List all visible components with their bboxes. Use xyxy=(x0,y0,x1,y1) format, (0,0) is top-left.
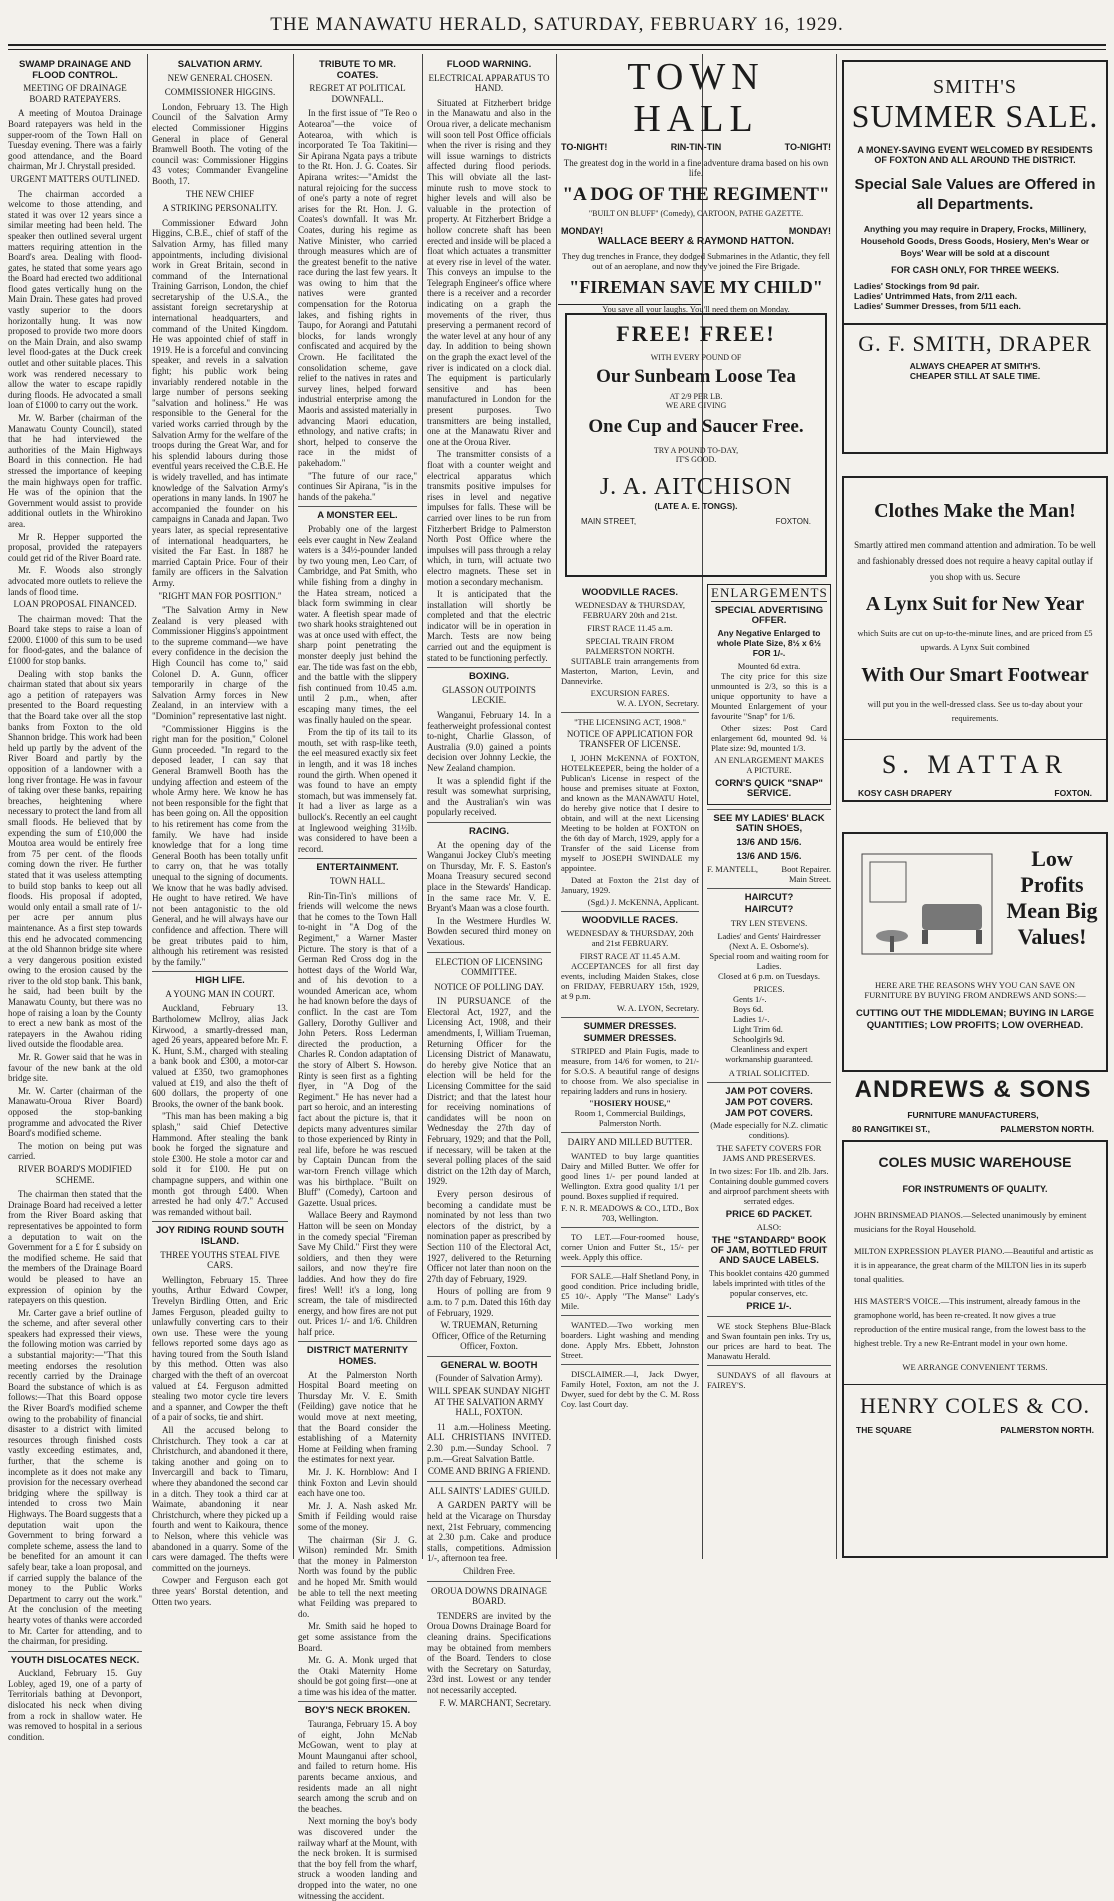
ad-heading: WOODVILLE RACES. xyxy=(581,587,679,598)
ad-line: In two sizes: For 1lb. and 2lb. Jars. xyxy=(709,1166,829,1176)
ad-paragraph: SUITABLE train arrangements from Masterton, Marton, Levin, and Dannevirke. xyxy=(561,656,699,686)
free-heading: FREE! FREE! xyxy=(616,321,776,346)
ad-heading: JAM POT COVERS. xyxy=(725,1086,813,1097)
ad-price: 13/6 AND 15/6. xyxy=(736,851,802,862)
merchant-address xyxy=(842,1120,1104,1134)
article-paragraph: The transmitter consists of a float with a counter weight and electrical apparatus which transmits positive impulses for rises in level and negative impulses for falls. These will be carried over lines to be run from Fitzherbert Bridge to Palmerston North Post Office where the impulses will pass through a relay which, in turn, will actuate two electro magnets. These set in motion a secondary mechanism. xyxy=(427,449,551,587)
merchant-name: J. A. AITCHISON xyxy=(599,474,793,500)
ad-heading: DAIRY AND MILLED BUTTER. xyxy=(567,1137,693,1147)
notice-paragraph: I, JOHN McKENNA of FOXTON, HOTELKEEPER, being the holder of a Publican's License in respect of the house and premises situate at Foxton, and known as the MANAWATU Hotel, do hereby give notice that I desire to obtain, and will at the next Licensing Meeting to be holden at FOXTON on the 6th day of March, 1929, apply for a Transfer of the said License from myself to JOSEPH SWINDALE my appointee. xyxy=(561,753,699,873)
column-5-small-ads xyxy=(561,584,699,1554)
classified-ad: FOR SALE.—Half Shetland Pony, in good condition. Price including bridle, £5 10/-. Apply "The Manse" Lady's Mile. xyxy=(561,1271,699,1311)
notice-subhead: WILL SPEAK SUNDAY NIGHT AT THE SALVATION ARMY HALL, FOXTON. xyxy=(428,1386,550,1418)
price-item: Ladies 1/-. xyxy=(733,1014,770,1024)
article-paragraph: Mr. F. Woods also strongly advocated more outlets to relieve the lands of flood time. xyxy=(8,565,142,597)
ad-line: FIRST RACE 11.45 a.m. xyxy=(587,623,673,633)
divider xyxy=(561,911,699,912)
sale-item: Ladies' Summer Dresses, from 5/11 each. xyxy=(854,301,1021,311)
article-paragraph: At the Palmerston North Hospital Board meeting on Thursday Mr. V. E. Smith (Feilding) gave notice that he would move at next meeting, that the Board consider the establishing of a Maternity Home at Feilding when framing the estimates for next year. xyxy=(298,1369,417,1465)
merchant-town: FOXTON. xyxy=(775,517,811,526)
ad-paragraph: which Suits are cut on up-to-the-minute lines, and are priced from £5 upwards. A Lynx Suit combined xyxy=(857,628,1093,652)
ad-headline: Special Sale Values are Offered in all Departments. xyxy=(854,176,1096,213)
ad-line: WEDNESDAY & THURSDAY, FEBRUARY 20th and 21st. xyxy=(575,600,685,620)
ad-heading: THE "STANDARD" BOOK OF JAM, BOTTLED FRUIT AND SAUCE LABELS. xyxy=(710,1235,828,1266)
notice-heading: ALL SAINTS' LADIES' GUILD. xyxy=(428,1485,550,1496)
article-headline: BOY'S NECK BROKEN. xyxy=(304,1705,411,1717)
article-paragraph: Wanganui, February 14. In a featherweight professional contest to-night, Charlie Glasson, of Australia (9.0) gained a points decision over Johnny Leckie, the New Zealand champion. xyxy=(427,710,551,773)
notice-heading: ELECTION OF LICENSING COMMITTEE. xyxy=(435,956,543,978)
ad-line: (Made especially for N.Z. climatic conditions). xyxy=(710,1120,828,1140)
article-paragraph: Mr. J. K. Hornblow: And I think Foxton and Levin should each have one too. xyxy=(298,1467,417,1499)
divider xyxy=(561,1364,699,1365)
ad-heading: SEE MY LADIES' BLACK SATIN SHOES, xyxy=(713,813,825,834)
divider xyxy=(427,1356,551,1357)
merchant-name: SMITH'S xyxy=(933,76,1017,98)
ad-line: Anything you may require in Drapery, Frocks, Millinery, Household Goods, Dress Goods, Hosiery, Men's Wear or Boys' Wear will be sold at a discount xyxy=(860,224,1090,258)
merchant-name: G. F. SMITH, DRAPER xyxy=(858,331,1092,356)
article-subhead: TOWN HALL. xyxy=(329,875,386,886)
ad-line: This booklet contains 420 gummed labels imprinted with titles of the popular conserves, etc. xyxy=(709,1268,829,1298)
tea-price: AT 2/9 PER LB. xyxy=(669,392,723,401)
ad-line: TRY A POUND TO-DAY, xyxy=(653,446,739,455)
ad-price: 13/6 AND 15/6. xyxy=(736,837,802,848)
article-headline: SWAMP DRAINAGE AND FLOOD CONTROL. xyxy=(19,59,131,81)
article-headline: FLOOD WARNING. xyxy=(446,59,532,70)
sale-title: SUMMER SALE. xyxy=(851,98,1099,134)
merchant-address xyxy=(844,1419,1106,1435)
article-headline: DISTRICT MATERNITY HOMES. xyxy=(306,1345,409,1368)
ad-price: PRICE 1/-. xyxy=(746,1301,792,1312)
mattar-ad xyxy=(842,476,1108,802)
merchant-trade: KOSY CASH DRAPERY xyxy=(858,788,952,798)
divider xyxy=(707,809,831,810)
article-subhead: A YOUNG MAN IN COURT. xyxy=(165,988,275,999)
andrews-ad xyxy=(842,832,1108,1072)
film-stars: WALLACE BEERY & RAYMOND HATTON. xyxy=(598,236,794,247)
classified-ad: SUNDAYS of all flavours at FAIREY'S. xyxy=(707,1370,831,1390)
ad-heading: WOODVILLE RACES. xyxy=(581,915,679,926)
article-headline: RACING. xyxy=(468,825,510,837)
ad-paragraph: MILTON EXPRESSION PLAYER PIANO.—Beautiful and artistic as it is in appearance, the great charm of the MILTON lies in its superb tonal qualities. xyxy=(854,1246,1094,1284)
article-paragraph: The motion on being put was carried. xyxy=(8,1140,142,1162)
divider xyxy=(427,822,551,823)
ad-paragraph: CUTTING OUT THE MIDDLEMAN; BUYING IN LARGE QUANTITIES; LOW PROFITS; LOW OVERHEAD. xyxy=(855,1008,1094,1031)
merchant-trade: Boot Repairer. xyxy=(781,864,831,874)
column-divider xyxy=(147,54,148,1559)
article-subhead: LOAN PROPOSAL FINANCED. xyxy=(13,599,137,610)
top-rule xyxy=(8,44,1106,46)
film-blurb: They dug trenches in France, they dodged Submarines in the Atlantic, they fell out of an aeroplane, and now they've joined the Fire Brigade. xyxy=(562,251,830,271)
article-subhead: RIVER BOARD'S MODIFIED SCHEME. xyxy=(18,1163,132,1185)
article-paragraph: "The future of our race," continues Sir Apirana, "is in the hands of the pakeha." xyxy=(298,470,417,502)
article-headline: TRIBUTE TO MR. COATES. xyxy=(319,59,396,81)
article-subhead: COMMISSIONER HIGGINS. xyxy=(164,87,276,98)
monday-label: MONDAY! xyxy=(561,226,604,236)
article-paragraph: From the tip of its tail to its mouth, set with rasp-like teeth, the eel measured exactly six feet in length, and it was 18 inches round the girth. When opened it was found to have an empty stomach, but was immensely fat. It had a liver as large as a bullock's. Recently an eel caught at Inglewood weighing 31½lb. was considered to have been a record. xyxy=(298,727,417,854)
enlargements-ad xyxy=(707,584,831,805)
divider xyxy=(427,667,551,668)
divider xyxy=(561,1315,699,1316)
article-paragraph: All the accused belong to Christchurch. They took a car at Christchurch, and abandoned it there, taking another and going on to Invercargill and back to Timaru, where they abandoned the second car in a ditch. They took a third car at Waimate, abandoning it near Christchurch, where they picked up a fourth and went to Kaikoura, thence to Nelson, where this vehicle was abandoned in a quarry. Some of the cars were damaged. The thefts were committed on the journeys. xyxy=(152,1425,288,1573)
ad-subhead: CORN'S QUICK "SNAP" SERVICE. xyxy=(715,778,823,799)
classified-ad: TO LET.—Four-roomed house, corner Union and Futter St., 15/- per week. Apply this office. xyxy=(561,1232,699,1262)
townhall-ad xyxy=(561,56,831,314)
ad-line: Mounted 6d extra. xyxy=(737,661,801,671)
article-subhead: ELECTRICAL APPARATUS TO HAND. xyxy=(428,72,550,94)
price-item: Light Trim 6d. xyxy=(733,1024,783,1034)
merchant-address: Main Street. xyxy=(788,874,831,884)
notice-paragraph: Every person desirous of becoming a candidate must be nominated by not less than two electors of the district, by a nomination paper as prescribed by Section 110 of the Electoral Act, 1927, delivered to the Returning Officer not later than noon on the 27th day of February, 1929. xyxy=(427,1188,551,1284)
article-paragraph: Mr R. Hepper supported the proposal, provided the ratepayers could get rid of the River Board rate. xyxy=(8,531,142,563)
merchant-name: COLES MUSIC WAREHOUSE xyxy=(878,1154,1072,1170)
article-headline: HIGH LIFE. xyxy=(195,975,245,987)
article-paragraph: The chairman accorded a welcome to those attending, and stated it was over 12 years since a similar meeting had been held. The speaker then outlined several urgent matters requiring attention in the Board's area. Dealing with flood-gates, he stated that some years ago the Board had erected two additional flood gates vertically hung on the Main Drain. These gates had proved vastly superior to the doors horizontally hung. It was now proposed to provide two more doors on the Main Drain, and also swamp level flood-gates at the Duck creek outlet and other suitable places. This work was rendered necessary to allow the water to escape rapidly during floods. He advocated a small loan of £1000 to carry out the work. xyxy=(8,188,142,411)
classified-ad: WE stock Stephens Blue-Black and Swan fountain pen inks. Try us, our prices are hard to beat. The Manawatu Herald. xyxy=(707,1321,831,1361)
notice-signature: W. TRUEMAN, Returning Officer, Office of the Returning Officer, Foxton. xyxy=(431,1320,547,1352)
article-paragraph: Auckland, February 15. Guy Lobley, aged 19, one of a party of Territorials bathing at Devonport, dislocated his neck when diving from a rock in shallow water. He was removed to hospital in a serious condition. xyxy=(8,1668,142,1742)
column-1 xyxy=(8,56,142,1742)
notice-heading: "THE LICENSING ACT, 1908." xyxy=(574,717,686,727)
masthead: THE MANAWATU HERALD, SATURDAY, FEBRUARY 16, 1929. xyxy=(270,14,844,35)
article-subhead: NEW GENERAL CHOSEN. xyxy=(167,72,273,83)
top-rule-thin xyxy=(8,49,1106,50)
ad-line: Closed at 6 p.m. on Tuesdays. xyxy=(717,971,820,981)
townhall-title: TOWN HALL xyxy=(627,56,765,140)
notice-heading: OROUA DOWNS DRAINAGE BOARD. xyxy=(431,1585,547,1607)
article-subhead: "RIGHT MAN FOR POSITION." xyxy=(158,590,282,601)
ad-signature: F. N. R. MEADOWS & CO., LTD., Box 703, Wellington. xyxy=(561,1203,699,1223)
divider xyxy=(707,1082,831,1083)
article-subhead: URGENT MATTERS OUTLINED. xyxy=(10,173,140,184)
film-blurb: The greatest dog in the world in a fine adventure drama based on his own life. xyxy=(563,158,829,178)
column-6 xyxy=(707,584,831,1554)
article-paragraph: Mr. W. Carter (chairman of the Manawatu-Oroua River Board) opposed the stop-banking programme and advocated the River Board's modified scheme. xyxy=(8,1085,142,1139)
sale-item: Ladies' Stockings from 9d pair. xyxy=(854,281,980,291)
notice-paragraph: TENDERS are invited by the Oroua Downs Drainage Board for cleaning drains. Specifications may be obtained from members of the Board. Tenders to close with the Secretary on Saturday, 23rd inst. Lowest or any tender not necessarily accepted. xyxy=(427,1610,551,1695)
column-divider xyxy=(556,54,557,1559)
ad-heading: ENLARGEMENTS xyxy=(711,585,828,600)
ad-line: A TRIAL SOLICITED. xyxy=(728,1068,810,1078)
column-divider xyxy=(836,54,837,1559)
ad-headline: With Our Smart Footwear xyxy=(861,664,1089,686)
merchant-town: PALMERSTON NORTH. xyxy=(1000,1425,1094,1435)
article-paragraph: It was a splendid fight if the result was somewhat surprising, and the Australian's win was popularly received. xyxy=(427,775,551,818)
tea-name: Our Sunbeam Loose Tea xyxy=(596,366,796,387)
article-paragraph: Auckland, February 13. Bartholomew McIlroy, alias Jack Kirwood, a smartly-dressed man, aged 26 years, appeared before Mr. F. K. Hunt, S.M., charged with stealing a bank book and £300, a motor-car valued at £350, two gramophones valued at £19, and also the theft of 600 dollars, the property of one Brooks, the owner of the bank book. xyxy=(152,1003,288,1109)
ad-paragraph: HIS MASTER'S VOICE.—This instrument, already famous in the gramophone world, has been re-created. It now gives a true reproduction of the entire musical range, from the lowest bass to the highest treble. Try a new Re-Entrant model in your own home. xyxy=(854,1296,1086,1348)
ad-paragraph: Other sizes: Post Card enlargement 6d, mounted 9d. ¼ Plate size: 9d, mounted 1/3. xyxy=(711,723,827,753)
ad-signature: W. A. LYON, Secretary. xyxy=(616,698,699,708)
notice-paragraph: IN PURSUANCE of the Electoral Act, 1927, and the Licensing Act, 1908, and their amendments, I, William Trueman, Returning Officer for the Licensing District of Manawatu, do hereby give Notice that an election will be held for the Licensing Committee for the said District; and that the latest hour for receiving nominations of candidates will be noon on Wednesday the 27th day of February, 1929; and that the Poll, if necessary, will be taken at the several polling places of the said district on the 12th day of March, 1929. xyxy=(427,996,551,1187)
film-support: "BUILT ON BLUFF" (Comedy), CARTOON, PATHE GAZETTE. xyxy=(588,209,804,218)
article-paragraph: Probably one of the largest eels ever caught in New Zealand waters is a 34½-pounder landed by two young men, Leo Carr, of Cambridge, and Pat Smith, who while fishing from a dinghy in the Hatea stream, noticed a black form swimming in clear water. A fleetish spear made of two shark hooks straightened out was at once used with effect, the sharp point penetrating the monster deeply just behind the ear. The tide was fast on the ebb, and the battle with the slippery fish continued from 10.45 a.m. until 2 p.m., when, after escaping many times, the eel was finally hauled on the spear. xyxy=(298,523,417,725)
article-paragraph: Mr. Carter gave a brief outline of the scheme, and after several other speakers had expressed their views, the following motion was carried by a substantial majority:—"That this meeting endorses the resolution recently carried by the Drainage Board the substance of which is as follows:—That this Board oppose the River Board's modified scheme owing to the probability of financial disaster to a district with limited resources through finished costs vastly exceeding estimates, and, further, that the scheme is incomplete as it does not make any provision for the necessary overhead bridging where the spillway is intended to cross two Main Highways. The Board suggests that a deputation wait upon the Government to bring forward a complete scheme, assess the land to be benefited for an amount it can safely bear, take a loan proposal, and if carried supply the balance of the money to the Public Works Department to carry out the work." At the conclusion of the meeting hearty votes of thanks were accorded to Mr. Carter for attending, and to the chairman, for presiding. xyxy=(8,1307,142,1647)
monday-label: MONDAY! xyxy=(788,226,831,236)
merchant-note: (LATE A. E. TONGS). xyxy=(654,501,738,511)
ad-paragraph: will put you in the well-dressed class. See us to-day about your requirements. xyxy=(867,699,1083,723)
price-item: Schoolgirls 9d. xyxy=(733,1034,785,1044)
divider xyxy=(561,1017,699,1018)
article-paragraph: The chairman then stated that the Drainage Board had received a letter from the River Board asking that representatives be appointed to form a deputation to wait on the Government for a £ for £ subsidy on the modified scheme. He said that the members of the Drainage Board would be pleased to have an expression of opinion by the ratepayers on this question. xyxy=(8,1189,142,1306)
ad-paragraph: JOHN BRINSMEAD PIANOS.—Selected unanimously by eminent musicians for the Royal Household. xyxy=(854,1210,1087,1234)
merchant-address xyxy=(567,511,825,526)
merchant-name: F. MANTELL, xyxy=(707,864,759,874)
ad-signature: W. A. LYON, Secretary. xyxy=(616,1003,699,1013)
article-subhead: MEETING OF DRAINAGE BOARD RATEPAYERS. xyxy=(23,83,127,104)
article-paragraph: Mr. Smith said he hoped to get some assistance from the Board. xyxy=(298,1621,417,1653)
ad-line: Cleanliness and expert workmanship guaranteed. xyxy=(725,1044,813,1064)
ad-line: FOR INSTRUMENTS OF QUALITY. xyxy=(902,1184,1048,1194)
article-subhead: GLASSON OUTPOINTS LECKIE. xyxy=(442,684,536,706)
shop-address: Room 1, Commercial Buildings, Palmerston North. xyxy=(574,1108,686,1128)
article-headline: SALVATION ARMY. xyxy=(177,59,263,70)
ad-line: THE SAFETY COVERS FOR JAMS AND PRESERVES. xyxy=(716,1143,822,1163)
merchant-street: 80 RANGITIKEI ST., xyxy=(852,1124,930,1134)
ad-paragraph: WANTED to buy large quantities Dairy and Milled Butter. We offer for good lines 1/- per pound landed at Wellington. Extra good quality 1/1 per pound. Boxes supplied if required. xyxy=(561,1151,699,1201)
ad-line: Special room and waiting room for Ladies. xyxy=(709,951,829,971)
notice-signature: (Sgd.) J. McKENNA, Applicant. xyxy=(587,897,699,907)
article-subhead: A STRIKING PERSONALITY. xyxy=(162,203,278,214)
column-2 xyxy=(152,56,288,1607)
ad-line: WE ARRANGE CONVENIENT TERMS. xyxy=(902,1362,1048,1372)
article-paragraph: Mr. W. Barber (chairman of the Manawatu County Council), stated that he had interviewed the authorities of the Main Highways Board in this connection. He had stressed the importance of keeping the main highways open for traffic. He was of the opinion that the Government would assist to provide additional outlets in the Whirokino area. xyxy=(8,413,142,529)
article-paragraph: Situated at Fitzherbert bridge in the Manawatu and also in the Oroua river, a delicate mechanism will soon tell Post Office officials when the river is rising and they will issue warnings to districts affected during flood periods. This will obviate all the last-minute rush to move stock to higher levels and will also be valuable in the protection of property. At Fitzherbert Bridge a hollow concrete shaft has been erected and inside will be placed a float which actuates a transmitter at every rise in level of the water. This conveys an impulse to the Telegraph Engineer's office where there is a receiver and a recorder indicating on a graph the movements of the river, thus preserving a permanent record of the water level at any hour of any day. In addition to being shown on the graph the exact level of the river is indicated on a clock dial. The equipment is particularly sensitive and has been manufactured in London for the present purposes. Two transmitters are being installed, one at the Manawatu River and one at the Oroua River. xyxy=(427,97,551,447)
article-paragraph: At the opening day of the Wanganui Jockey Club's meeting on Thursday, Mr. F. S. Easton's Moana Treasury secured second place in the Stewards' Handicap. In the same race Mr. V. E. Bryant's Maan was a close fourth. xyxy=(427,839,551,914)
townhall-tonight-row xyxy=(561,142,831,152)
divider xyxy=(298,506,417,507)
column-4 xyxy=(427,56,551,1708)
film-title: "A DOG OF THE REGIMENT" xyxy=(562,184,830,205)
classified-ad: WANTED.—Two working men boarders. Light washing and mending done. Apply Mrs. Ebbett, Johnston Street. xyxy=(561,1320,699,1360)
ad-line: IT'S GOOD. xyxy=(675,455,717,464)
ad-paragraph: STRIPED and Plain Fugis, made to measure, from 14/6 for women, to 21/- for S.O.S. A beautiful range of designs to choose from. We also specialise in repairing ladders and runs in hosiery. xyxy=(561,1046,699,1096)
article-subhead: THREE YOUTHS STEAL FIVE CARS. xyxy=(160,1249,280,1271)
ad-line: WE ARE GIVING xyxy=(665,401,727,410)
article-subhead: REGRET AT POLITICAL DOWNFALL. xyxy=(309,83,406,104)
article-headline: ENTERTAINMENT. xyxy=(316,862,399,874)
ad-line: WITH EVERY POUND OF xyxy=(650,353,742,362)
article-paragraph: Next morning the boy's body was discovered under the railway wharf at the Mount, with the neck broken. It is surmised that the boy fell from the wharf, struck a wooden landing and dropped into the water, no one witnessing the accident. xyxy=(298,1816,417,1901)
divider xyxy=(558,304,701,305)
article-paragraph: Mr. R. Gower said that he was in favour of the new bank at the old bridge site. xyxy=(8,1052,142,1084)
article-paragraph: Cowper and Ferguson each got three years' Borstal detention, and Otten two years. xyxy=(152,1575,288,1607)
townhall-monday-row xyxy=(561,226,831,236)
divider xyxy=(8,1651,142,1652)
article-paragraph: Mr. J. A. Nash asked Mr. Smith if Feilding would raise some of the money. xyxy=(298,1500,417,1532)
merchant-name: ANDREWS & SONS xyxy=(854,1076,1092,1103)
article-subhead: THE NEW CHIEF xyxy=(185,188,255,199)
article-paragraph: Tauranga, February 15. A boy of eight, John McNab McGowan, went to play at Mount Maunganui after school, and failed to return home. His parents became anxious, and residents made an all night search among the scrub and on the beaches. xyxy=(298,1719,417,1814)
smith-sale-ad xyxy=(842,60,1108,454)
article-paragraph: It is anticipated that the installation will shortly be completed and that the electric indicator will be in operation in March. Tests are now being carried out and the equipment is stated to be functioning perfectly. xyxy=(427,589,551,663)
merchant-street: MAIN STREET, xyxy=(581,517,637,526)
notice-paragraph: Dated at Foxton the 21st day of January, 1929. xyxy=(561,875,699,895)
ad-subhead: SPECIAL ADVERTISING OFFER. xyxy=(714,605,824,626)
ad-paragraph: Smartly attired men command attention and admiration. To be well and fashionably dressed does not require a heavy capital outlay if you shop with us. Secure xyxy=(854,540,1096,582)
ad-line: FOR CASH ONLY, FOR THREE WEEKS. xyxy=(891,265,1059,275)
article-paragraph: Wellington, February 15. Three youths, Arthur Edward Cowper, Trevelyn Birdling Otten, and Eric James Ferguson, pleaded guilty to unlawfully converting cars to their own use. These were the young fellows reported some days ago as having toured from the South Island by this method. Otten was also charged with the theft of an overcoat valued at £4. Ferguson admitted stealing two motor cycle tire levers and a spanner, and Cowper the theft of a pair of socks, tie and shirt. xyxy=(152,1274,288,1423)
classified-ad: DISCLAIMER.—I, Jack Dwyer, Family Hotel, Foxton, am not the J. Dwyer, sued for debt by the C. M. Ross Coy. last Court day. xyxy=(561,1369,699,1409)
notice-subhead: (Founder of Salvation Army). xyxy=(435,1373,543,1384)
column-divider xyxy=(293,54,294,1559)
divider xyxy=(561,1227,699,1228)
ad-heading: SUMMER DRESSES. xyxy=(583,1033,677,1044)
merchant-name: S. MATTAR xyxy=(881,750,1069,779)
article-paragraph: The chairman (Sir J. G. Wilson) reminded Mr. Smith that the money in Palmerston North was found by the public and he hoped Mr. Smith would be able to tell the next meeting what Feilding was prepared to do. xyxy=(298,1534,417,1619)
notice-subhead: NOTICE OF POLLING DAY. xyxy=(434,981,544,992)
merchant-town: PALMERSTON NORTH. xyxy=(1000,1124,1094,1134)
ad-headline: A Lynx Suit for New Year xyxy=(865,593,1085,615)
article-paragraph: London, February 13. The High Council of the Salvation Army elected Commissioner Higgins General in place of General Bramwell Booth. The voting of the council was: Commissioner Higgins 43 votes; Commander Evangeline Booth, 17. xyxy=(152,101,288,186)
merchant-town: FOXTON. xyxy=(1054,788,1092,798)
merchant-street: THE SQUARE xyxy=(856,1425,912,1435)
article-paragraph: Rin-Tin-Tin's millions of friends will welcome the news that he comes to the Town Hall to-night in "A Dog of the Regiment," a Warner Master Picture. The story is that of a German Red Cross dog in the hottest days of the World War, and of his devotion to a wounded American ace, whom he had known before the days of conflict. In the cast are Tom Gallery, Dorothy Gulliver and John Peters. Ross Lederman directed the production, a Charles R. Condon adaptation of the story of Albert S. Howson. Rinty is seen first as a fighting flyer, in "A Dog of the Regiment." He has never had a part so heroic, and an interesting fact about the picture is, that it depicts many adventures similar to those experienced by Rinty in real life, before he was rescued by Captain Duncan from the war-torn French village which was his birthplace. "Built on Bluff" (Comedy), Cartoon and Gazette. Usual prices. xyxy=(298,890,417,1208)
ad-heading: HAIRCUT? xyxy=(744,892,794,903)
ad-subhead: TRY LEN STEVENS. xyxy=(730,918,808,928)
ad-line: Ladies' and Gents' Hairdresser (Next A. E. Osborne's). xyxy=(717,931,821,951)
coles-ad xyxy=(842,1140,1108,1558)
article-headline: BOXING. xyxy=(468,671,510,683)
divider xyxy=(707,1316,831,1317)
ad-heading: JAM POT COVERS. xyxy=(725,1108,813,1119)
notice-paragraph: 11 a.m.—Holiness Meeting. ALL CHRISTIANS INVITED. 2.30 p.m.—Sunday School. 7 p.m.—Great Salvation Battle. xyxy=(427,1421,551,1464)
article-paragraph: "Commissioner Higgins is the right man for the position," Colonel Gunn proceeded. "In regard to the deposed leader, I can say that General Bramwell Booth has the undying affection and esteem of the whole Army here. We know he has not been responsible for the fight that has been going on. All the opposition to his retirement has come from the family. We have had inside knowledge that for a long time General Booth has been totally unfit to carry on, that he was totally unequal to the signing of documents. We know that he was badly advised. He ought to have retired. We have not been antagonistic to the old General, and he will always have our confidence and affection. There will be great tributes paid to him, although his retirement was resisted by the family." xyxy=(152,723,288,967)
ad-line: AN ENLARGEMENT MAKES A PICTURE. xyxy=(714,755,824,775)
ad-line: CHEAPER STILL AT SALE TIME. xyxy=(909,371,1041,381)
ad-paragraph: HERE ARE THE REASONS WHY YOU CAN SAVE ON FURNITURE BY BUYING FROM ANDREWS AND SONS:— xyxy=(864,980,1086,1000)
shoe-merchant xyxy=(707,864,831,874)
ad-line: FIRST RACE AT 11.45 A.M. xyxy=(579,951,681,961)
ad-line: A MONEY-SAVING EVENT WELCOMED BY RESIDENTS OF FOXTON AND ALL AROUND THE DISTRICT. xyxy=(857,145,1093,165)
notice-subhead: Children Free. xyxy=(463,1565,515,1576)
divider xyxy=(561,712,699,713)
tonight-label: TO-NIGHT! xyxy=(784,142,831,152)
ad-heading: SUMMER DRESSES. xyxy=(583,1021,677,1032)
article-headline: YOUTH DISLOCATES NECK. xyxy=(10,1654,140,1666)
divider xyxy=(707,1365,831,1366)
article-paragraph: In the first issue of "Te Reo o Aotearoa"—the voice of Aotearoa, with which is incorporated Te Toa Takitini—Sir Apirana Ngata pays a tribute to the Rt. Hon. J. G. Coates. Sir Apirana writes:—"Amidst the natural rejoicing for the success of one's party a note of regret arises for the Rt. Hon. J. G. Coates's downfall. It was Mr. Coates, during his regime as Native Minister, who carried through measures which are of the greatest benefit to the native race during the last few years. It was owing to him that the natives were granted compensation for the Rotorua lakes, and fishing rights in Taupo, for Aorangi and Patutahi blocks, for lands wrongly confiscated and acquired by the Crown. He facilitated the consolidation scheme, gave relief to the natives in rates and survey lines, helped forward industrial enterprise among the Maoris and assisted materially in advancing Maori education, ethnology, and native crafts; in short, helped to conserve the race in the midst of pakehadom." xyxy=(298,108,417,468)
price-item: Boys 6d. xyxy=(733,1004,764,1014)
divider xyxy=(298,1341,417,1342)
article-paragraph: "This man has been making a big splash," said Chief Detective Hammond. After stealing the bank book he forged the signature and stole £300. He stole a motor car and sold it for £100. He put on champagne suppers, and within one month got through £400. When arrested he had only 4/7." Accused was remanded without bail. xyxy=(152,1111,288,1217)
article-paragraph: Wallace Beery and Raymond Hatton will be seen on Monday in the comedy special "Fireman Save My Child." First they were soldiers, and then they were sailors, and now they're fire laddies. And how they do fire fires! Well! it's a long, long scream, the tale of misdirected energy, and how fires are not put out. Prices 1/- and 1/6. Children half price. xyxy=(298,1210,417,1337)
ad-heading: JAM POT COVERS. xyxy=(725,1097,813,1108)
divider xyxy=(561,1132,699,1133)
column-divider xyxy=(422,54,423,1559)
ad-line: SPECIAL TRAIN FROM PALMERSTON NORTH. xyxy=(585,636,675,656)
article-paragraph: The chairman moved: That the Board take steps to raise a loan of £2000. £1000 of this sum to be used for flood-gates, and the balance of £1000 for stop banks. xyxy=(8,613,142,667)
article-paragraph: In the Westmere Hurdles W. Bowden secured third money on Vexatious. xyxy=(427,915,551,947)
film-tagline: You save all your laughs. You'll need them on Monday. xyxy=(602,304,790,314)
divider xyxy=(298,1701,417,1702)
article-headline: JOY RIDING ROUND SOUTH ISLAND. xyxy=(155,1225,285,1247)
divider xyxy=(427,952,551,953)
notice-subhead: NOTICE OF APPLICATION FOR TRANSFER OF LICENSE. xyxy=(566,729,694,749)
free-offer: One Cup and Saucer Free. xyxy=(588,416,804,437)
furniture-illustration xyxy=(852,844,1002,964)
article-paragraph: Mr. G. A. Monk urged that the Otaki Maternity Home should be got going first—one at a time was his idea of the matter. xyxy=(298,1655,417,1697)
article-headline: A MONSTER EEL. xyxy=(317,510,398,522)
ad-price: PRICE 6D PACKET. xyxy=(725,1209,813,1220)
ad-line: EXCURSION FARES. xyxy=(590,688,670,698)
merchant-name: HENRY COLES & CO. xyxy=(859,1393,1091,1418)
merchant-trade: FURNITURE MANUFACTURERS, xyxy=(907,1110,1039,1120)
ad-heading: HAIRCUT? xyxy=(744,904,794,915)
divider xyxy=(152,971,288,972)
ad-headline: Low Profits Mean Big Values! xyxy=(1006,846,1098,949)
notice-subhead: COME AND BRING A FRIEND. xyxy=(427,1466,551,1477)
article-paragraph: A meeting of Moutoa Drainage Board ratepayers was held in the supper-room of the Town Hall on Tuesday evening. There was a fairly good attendance, and the Board chairman, Mr J. Chrystall presided. xyxy=(8,108,142,172)
star-name: RIN-TIN-TIN xyxy=(670,142,722,152)
divider xyxy=(298,858,417,859)
price-list xyxy=(707,994,831,1044)
ad-subhead: PRICES. xyxy=(753,984,785,994)
notice-heading: GENERAL W. BOOTH xyxy=(440,1359,538,1371)
divider xyxy=(427,1581,551,1582)
divider xyxy=(561,1266,699,1267)
ad-paragraph: ACCEPTANCES for all first day events, including Maiden Stakes, close on FRIDAY, FEBRUARY 15th, 1929, at 9 p.m. xyxy=(561,961,699,1001)
price-item: Gents 1/-. xyxy=(733,994,767,1004)
aitchison-tea-ad xyxy=(565,313,827,577)
sale-item: Ladies' Untrimmed Hats, from 2/11 each. xyxy=(854,291,1018,301)
andrews-signature xyxy=(842,1076,1104,1134)
notice-paragraph: Hours of polling are from 9 a.m. to 7 p.m. Dated this 16th day of February, 1929. xyxy=(427,1286,551,1318)
ad-headline: Clothes Make the Man! xyxy=(874,500,1076,522)
ad-line: ALWAYS CHEAPER AT SMITH'S. xyxy=(909,361,1041,371)
shop-name: "HOSIERY HOUSE," xyxy=(588,1098,672,1108)
ad-line: ALSO: xyxy=(756,1222,782,1232)
notice-signature: F. W. MARCHANT, Secretary. xyxy=(439,1697,551,1708)
divider xyxy=(427,1481,551,1482)
divider xyxy=(152,1221,288,1222)
divider xyxy=(707,888,831,889)
article-paragraph: Dealing with stop banks the chairman stated that about six years ago a petition of ratepayers was presented to the Board requesting that the Board take over all the stop banks from Foxton to the old Shannon bridge. This work had been held up partly by the advent of the River Board and partly by the opposition of a landowner with a long river frontage. He was in favour of taking over these banks, repairing breaches, heightening where necessary to protect the land from all small floods. He believed that by expending the sum of £10,000 the Moutoa area would be entirely free from 75 per cent. of the floods coming down the river. He further stated that it was useless attempting to build stop banks to keep out all floods. His proposal if adopted, would only entail a small rate of 1/- per acre per annum plus maintenance. As a first step towards this end he advocated commencing at the old Shannon bridge site where a very dangerous position existed owing to the erosion caused by the river to the old stop bank. This bank, he said, had been built by the Manawatu County, but there was no hope of raising a loan by the County to erect a new bank as most of the ratepayers in the Awahou riding lived outside the floodable area. xyxy=(8,668,142,1050)
article-paragraph: "The Salvation Army in New Zealand is very pleased with Commissioner Higgins's appointment to the supreme command—we have every confidence in the decision the High Council has come to," said Colonel D. A. Gunn, officer temporarily in charge of the Salvation Army forces in New Zealand, in an interview with a "Dominion" representative last night. xyxy=(152,605,288,722)
column-3 xyxy=(298,56,417,1901)
notice-paragraph: A GARDEN PARTY will be held at the Vicarage on Thursday next, 21st February, commencing at 2.30 p.m. Cake and produce stalls, competitions. Admission 1/-, afternoon tea free. xyxy=(427,1500,551,1564)
ad-offer: Any Negative Enlarged to whole Plate Size, 8½ x 6½ FOR 1/-. xyxy=(717,628,821,658)
film-title: "FIREMAN SAVE MY CHILD" xyxy=(569,277,823,297)
ad-line: WEDNESDAY & THURSDAY, 20th and 21st FEBRUARY. xyxy=(566,928,694,948)
ad-line: Containing double gummed covers and airproof parchment sheets with serrated edges. xyxy=(709,1176,829,1206)
tonight-label: TO-NIGHT! xyxy=(561,142,608,152)
merchant-address xyxy=(844,780,1106,798)
ad-paragraph: The city price for this size unmounted is 2/3, so this is a unique opportunity to have a Mounted Enlargement of your favourite "Snap" for 1/6. xyxy=(711,671,827,721)
article-paragraph: Commissioner Edward John Higgins, C.B.E., chief of staff of the Salvation Army, has filled many appointments, including divisional work in Great Britain, second in command of the International Training Garrison, London, the chief secretaryship of the U.S.A., the assistant foreign secretaryship at international headquarters, and command of the United Kingdom. He was appointed chief of staff in 1919. He is a forceful and convincing speaker, and revels in a salvation fight; his public work being invariably rendered notable in the large number of persons seeking "salvation and holiness." He was responsible to the General for the varied works carried through by the Salvation Army for the welfare of the troops during the Great War, and for his splendid labours during those eventful years received the C.B.E. He is widely travelled, and has intimate knowledge of the Salvation Army's operations in many lands. In 1907 he accompanied the founder on his campaigns in Canada and Japan. Two years later, as special representative of international headquarters, he visited the Far East. In 1887 he married Captain Price. Four of their family are officers in the Salvation Army. xyxy=(152,217,288,588)
